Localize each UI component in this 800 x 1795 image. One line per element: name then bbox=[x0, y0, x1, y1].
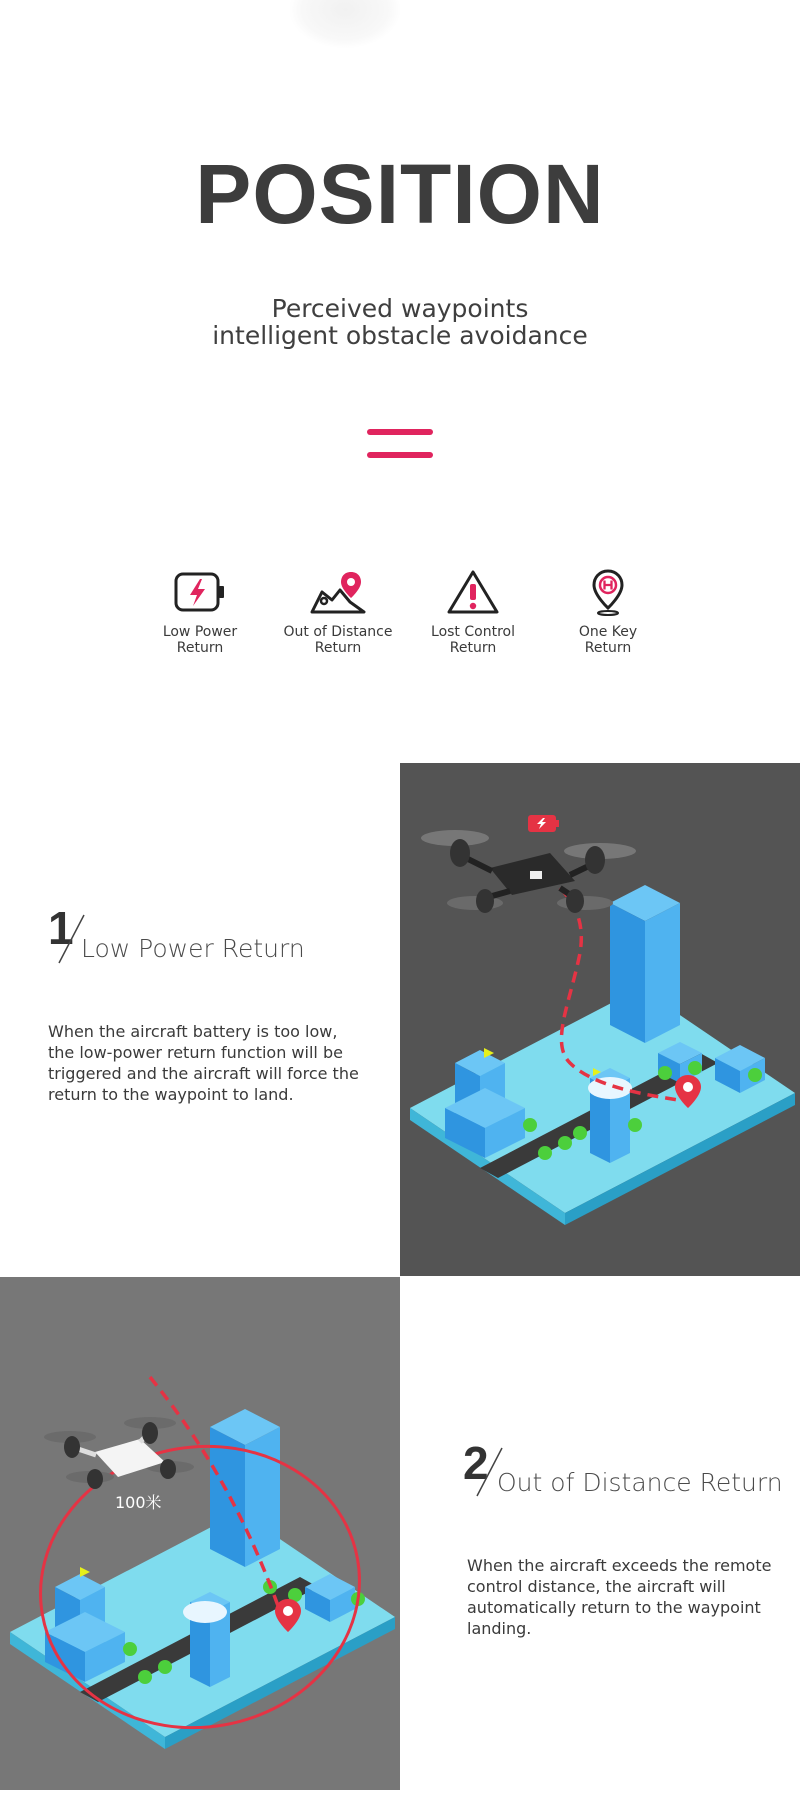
subtitle-line-1: Perceived waypoints bbox=[271, 294, 529, 323]
city-drone-illustration bbox=[400, 763, 800, 1276]
feature-one-key-return bbox=[543, 568, 673, 656]
section-2-body: When the aircraft exceeds the remote control distance, the aircraft will automatically return to the waypoint landing. bbox=[467, 1556, 772, 1638]
accent-divider-bottom bbox=[367, 452, 433, 458]
section-1-body: When the aircraft battery is too low, the low-power return function will be triggered and the aircraft will force the return to the waypoint to land. bbox=[48, 1022, 359, 1104]
battery-lightning-icon bbox=[172, 568, 228, 616]
subtitle-line-2: intelligent obstacle avoidance bbox=[212, 321, 588, 350]
building bbox=[210, 1409, 280, 1567]
drone-icon bbox=[421, 830, 636, 913]
low-power-illustration-panel bbox=[400, 763, 800, 1276]
feature-label-line1: Low Power bbox=[162, 624, 238, 640]
section-1-title: Low Power Return bbox=[81, 934, 305, 963]
distance-label: 100米 bbox=[115, 1493, 162, 1512]
city-range-illustration bbox=[0, 1277, 400, 1790]
section-2-title: Out of Distance Return bbox=[497, 1468, 783, 1497]
feature-label-line2: Return bbox=[584, 640, 632, 656]
accent-divider-top bbox=[367, 429, 433, 435]
feature-label-line2: Return bbox=[314, 640, 362, 656]
section-2-number: 2 bbox=[463, 1437, 489, 1489]
feature-label-line1: One Key bbox=[578, 624, 638, 640]
feature-label-line2: Return bbox=[176, 640, 224, 656]
building bbox=[610, 885, 680, 1043]
feature-label-line1: Out of Distance bbox=[283, 624, 393, 640]
page-subtitle bbox=[0, 295, 800, 349]
drone-icon bbox=[44, 1417, 194, 1489]
feature-lost-control-return bbox=[408, 568, 538, 656]
section-1-number: 1 bbox=[48, 902, 74, 954]
home-pin-icon bbox=[580, 568, 636, 616]
feature-label-line2: Return bbox=[449, 640, 497, 656]
map-pin-icon bbox=[308, 568, 368, 616]
feature-label-line1: Lost Control bbox=[431, 624, 515, 640]
low-battery-badge-icon bbox=[528, 815, 559, 832]
feature-low-power-return bbox=[135, 568, 265, 656]
page-title: POSITION bbox=[195, 147, 605, 241]
warning-triangle-icon bbox=[445, 568, 501, 616]
top-decoration bbox=[290, 0, 400, 48]
out-of-distance-illustration-panel bbox=[0, 1277, 400, 1790]
feature-out-of-distance-return bbox=[273, 568, 403, 656]
